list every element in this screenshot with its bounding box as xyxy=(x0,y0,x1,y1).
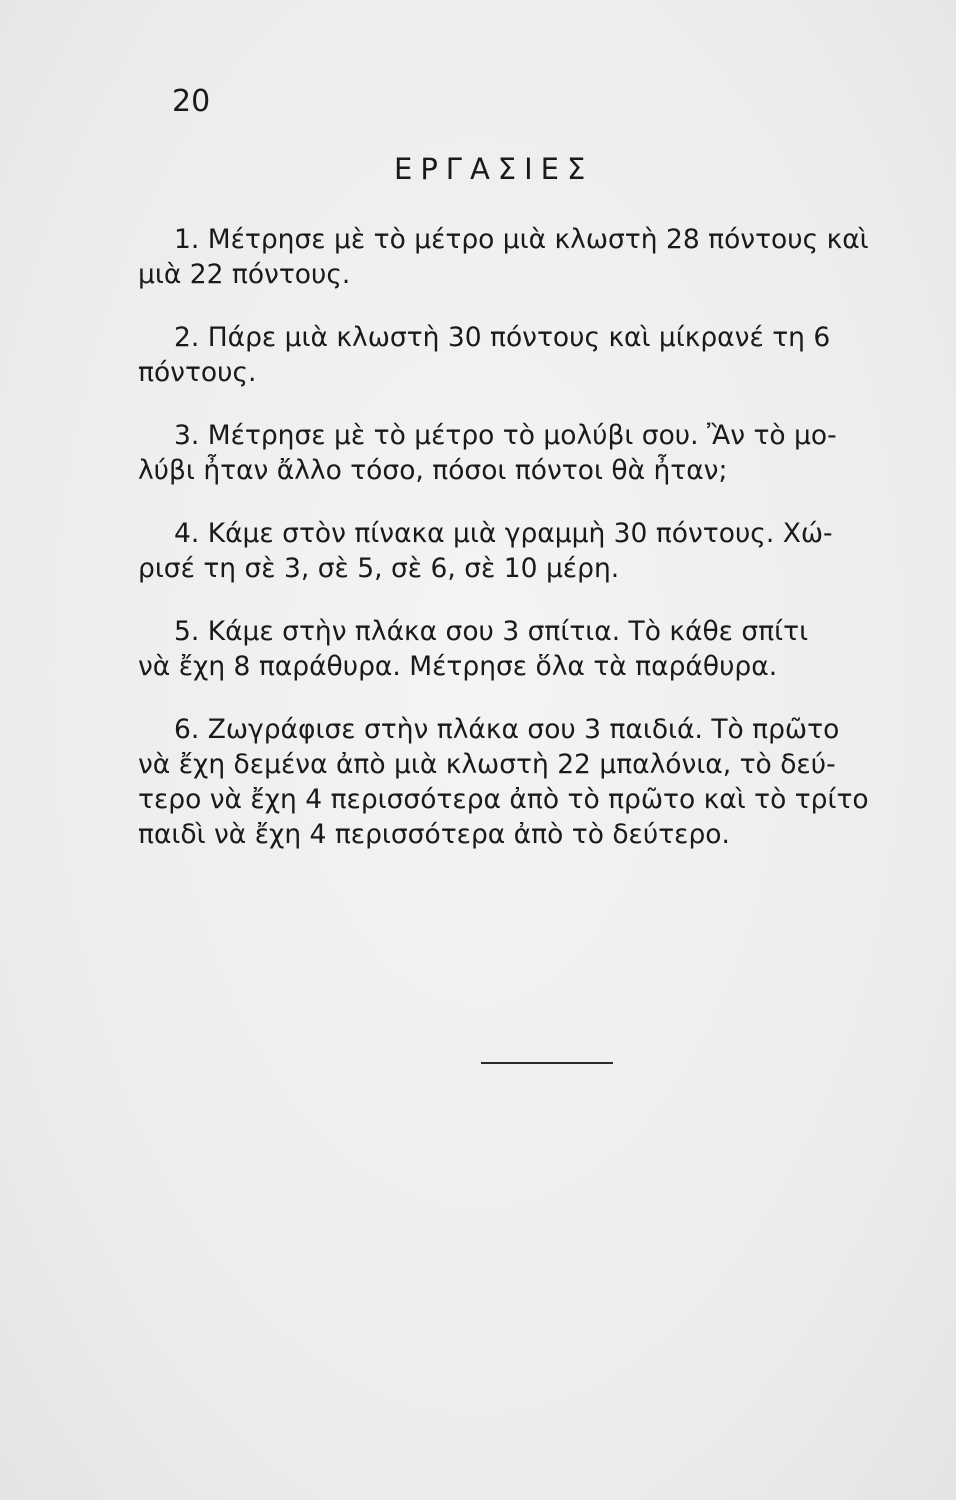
exercise-line: 5. Κάμε στὴν πλάκα σου 3 σπίτια. Τὸ κάθε σπίτι xyxy=(174,616,809,647)
exercise-line: 6. Ζωγράφισε στὴν πλάκα σου 3 παιδιά. Τὸ πρῶτο xyxy=(174,714,840,745)
exercise-item xyxy=(138,222,898,292)
exercise-item xyxy=(138,712,898,852)
exercise-item xyxy=(138,516,898,586)
exercise-line: 3. Μέτρησε μὲ τὸ μέτρο τὸ μολύβι σου. Ἂν τὸ μο- xyxy=(174,420,837,451)
exercise-line: νὰ ἔχη 8 παράθυρα. Μέτρησε ὅλα τὰ παράθυρα. xyxy=(138,651,778,682)
section-divider xyxy=(481,1062,613,1064)
exercise-line: λύβι ἦταν ἄλλο τόσο, πόσοι πόντοι θὰ ἦταν; xyxy=(138,455,728,486)
exercise-line: 2. Πάρε μιὰ κλωστὴ 30 πόντους καὶ μίκρανέ τη 6 xyxy=(174,322,831,353)
exercise-line: νὰ ἔχη δεμένα ἀπὸ μιὰ κλωστὴ 22 μπαλόνια, τὸ δεύ- xyxy=(138,749,836,780)
exercise-line: 4. Κάμε στὸν πίνακα μιὰ γραμμὴ 30 πόντους. Χώ- xyxy=(174,518,833,549)
exercise-item xyxy=(138,320,898,390)
exercise-line: πόντους. xyxy=(138,357,257,388)
page-number: 20 xyxy=(172,84,211,119)
exercise-line: τερο νὰ ἔχη 4 περισσότερα ἀπὸ τὸ πρῶτο καὶ τὸ τρίτο xyxy=(138,784,869,815)
exercise-list xyxy=(138,222,898,880)
exercise-line: παιδὶ νὰ ἔχη 4 περισσότερα ἀπὸ τὸ δεύτερο. xyxy=(138,819,730,850)
exercise-line: μιὰ 22 πόντους. xyxy=(138,259,351,290)
exercise-line: ρισέ τη σὲ 3, σὲ 5, σὲ 6, σὲ 10 μέρη. xyxy=(138,553,620,584)
exercise-item xyxy=(138,614,898,684)
exercise-line: 1. Μέτρησε μὲ τὸ μέτρο μιὰ κλωστὴ 28 πόντους καὶ xyxy=(174,224,869,255)
section-title: ΕΡΓΑΣΙΕΣ xyxy=(394,152,594,186)
exercise-item xyxy=(138,418,898,488)
